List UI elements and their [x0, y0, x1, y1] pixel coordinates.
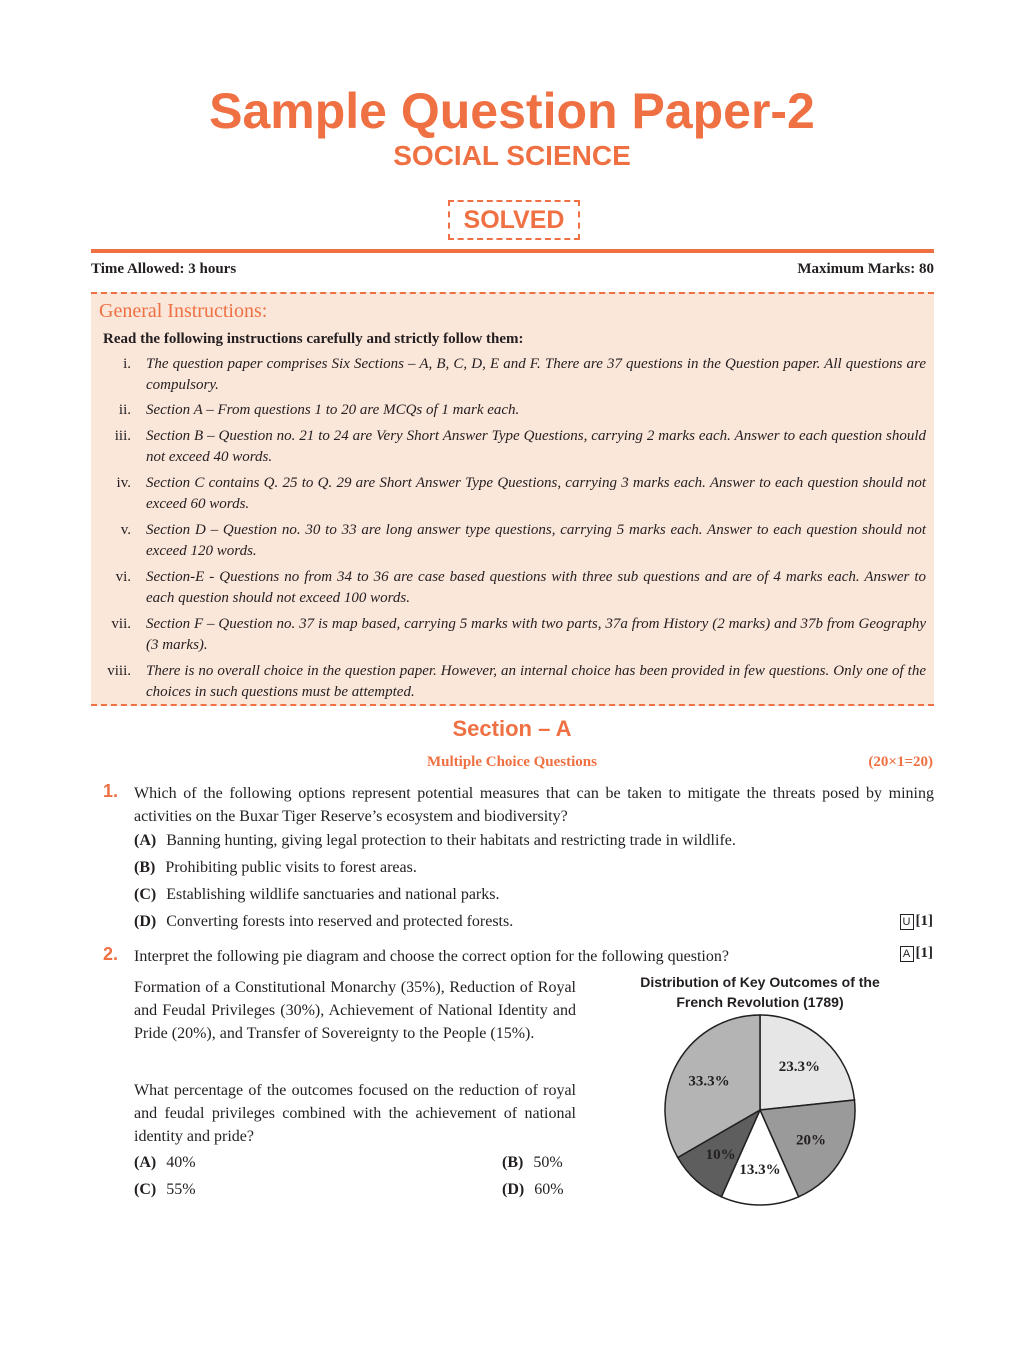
understanding-tag: U	[900, 914, 914, 930]
solved-badge: SOLVED	[448, 200, 580, 240]
option-c	[134, 1181, 196, 1199]
mark-value: [1]	[915, 913, 933, 929]
chart-title-line-2: French Revolution (1789)	[676, 994, 844, 1010]
instruction-text: Section B – Question no. 21 to 24 are Very Short Answer Type Questions, carrying 2 marks each. Answer to each question should not exceed 40 words.	[146, 428, 926, 465]
option-label: (B)	[502, 1154, 524, 1171]
option-b	[502, 1154, 563, 1172]
section-subtitle: Multiple Choice Questions	[426, 754, 597, 770]
instruction-number: iv.	[116, 475, 131, 491]
pie-slice-label: 33.3%	[688, 1073, 730, 1090]
option-text: Converting forests into reserved and protected forests.	[166, 913, 514, 930]
option-text: 60%	[534, 1181, 564, 1198]
instruction-text: There is no overall choice in the question paper. However, an internal choice has been provided in few questions. Only one of the choices in such questions must be attempted.	[146, 663, 926, 700]
option-text: 50%	[533, 1154, 563, 1171]
instruction-number: v.	[120, 522, 131, 538]
option-text: 40%	[166, 1154, 196, 1171]
instruction-number: vii.	[111, 616, 131, 632]
section-marks: (20×1=20)	[868, 754, 933, 770]
instruction-number: viii.	[107, 663, 131, 679]
option-a	[134, 832, 894, 850]
option-d	[134, 913, 834, 931]
pie-slice-label: 13.3%	[739, 1161, 781, 1178]
instructions-lead: Read the following instructions carefully and strictly follow them:	[103, 331, 524, 347]
paper-title: Sample Question Paper-2	[209, 83, 815, 139]
section-title: Section – A	[452, 716, 572, 741]
question-number: 2.	[103, 944, 119, 964]
option-label: (C)	[134, 886, 157, 903]
instruction-number: ii.	[118, 402, 131, 418]
option-label: (D)	[134, 913, 157, 930]
pie-slice-label: 23.3%	[778, 1059, 821, 1076]
instruction-text: Section F – Question no. 37 is map based, carrying 5 marks with two parts, 37a from History (2 marks) and 37b from Geography (3 marks).	[146, 616, 926, 653]
time-allowed: Time Allowed: 3 hours	[91, 261, 237, 277]
instruction-number: iii.	[114, 428, 131, 444]
instruction-text: The question paper comprises Six Sections – A, B, C, D, E and F. There are 37 questions in the Question paper. All questions are compulsory.	[146, 356, 926, 393]
question-paragraph: Formation of a Constitutional Monarchy (35%), Reduction of Royal and Feudal Privileges (30%), Achievement of National Identity and Pride (20%), and Transfer of Sovereignty to the People (15%).	[134, 979, 576, 1042]
question-paragraph: What percentage of the outcomes focused on the reduction of royal and feudal privileges combined with the achievement of national identity and pride?	[134, 1082, 576, 1145]
question-text: Interpret the following pie diagram and choose the correct option for the following question?	[134, 948, 729, 965]
instruction-number: i.	[123, 356, 131, 372]
question-marks	[900, 945, 934, 962]
question-number: 1.	[103, 781, 119, 801]
option-text: Banning hunting, giving legal protection to their habitats and restricting trade in wildlife.	[166, 832, 736, 849]
option-text: Establishing wildlife sanctuaries and national parks.	[166, 886, 500, 903]
option-label: (C)	[134, 1181, 157, 1198]
chart-title-line-1: Distribution of Key Outcomes of the	[640, 974, 880, 990]
option-text: Prohibiting public visits to forest areas.	[165, 859, 417, 876]
instruction-text: Section D – Question no. 30 to 33 are long answer type questions, carrying 5 marks each. Answer to each question should not exceed 120 words.	[146, 522, 926, 559]
option-text: 55%	[166, 1181, 196, 1198]
chart-title	[600, 972, 920, 1012]
pie-slice-label: 20%	[796, 1132, 827, 1149]
instructions-heading: General Instructions:	[99, 300, 268, 322]
option-label: (B)	[134, 859, 156, 876]
option-c	[134, 886, 894, 904]
option-d	[502, 1181, 564, 1199]
option-b	[134, 859, 894, 877]
option-label: (D)	[502, 1181, 525, 1198]
general-instructions-box	[91, 292, 934, 706]
option-a	[134, 1154, 196, 1172]
instruction-number: vi.	[115, 569, 131, 585]
instruction-text: Section C contains Q. 25 to Q. 29 are Short Answer Type Questions, carrying 3 marks each. Answer to each question should not exceed 60 words.	[146, 475, 926, 512]
option-label: (A)	[134, 1154, 157, 1171]
instruction-text: Section A – From questions 1 to 20 are MCQs of 1 mark each.	[146, 402, 520, 418]
question-text: Which of the following options represent potential measures that can be taken to mitigate the threats posed by mining activities on the Buxar Tiger Reserve’s ecosystem and biodiversity?	[134, 785, 934, 825]
subject-title: SOCIAL SCIENCE	[393, 140, 631, 171]
pie-slice-label: 10%	[705, 1146, 736, 1163]
instruction-text: Section-E - Questions no from 34 to 36 are case based questions with three sub questions and are of 4 marks each. Answer to each question should not exceed 100 words.	[146, 569, 926, 606]
pie-chart	[660, 1010, 860, 1210]
maximum-marks: Maximum Marks: 80	[797, 261, 934, 277]
option-label: (A)	[134, 832, 157, 849]
application-tag: A	[900, 946, 914, 962]
question-marks	[900, 913, 934, 930]
mark-value: [1]	[915, 945, 933, 961]
header-rule	[91, 249, 934, 253]
